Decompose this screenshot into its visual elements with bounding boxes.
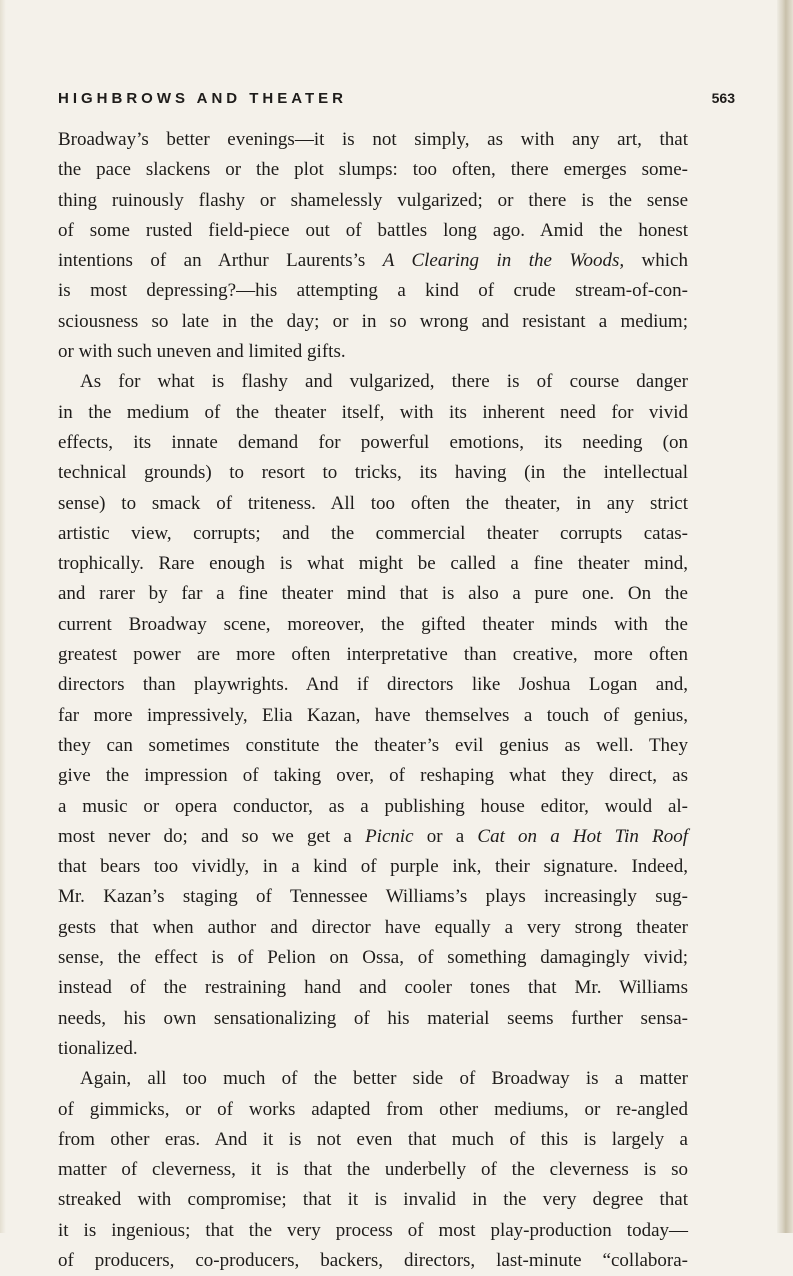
- text-line: of gimmicks, or of works adapted from other mediums, or re-angled: [58, 1098, 688, 1120]
- text-line: tionalized.: [58, 1037, 138, 1059]
- text-line: from other eras. And it is not even that much of this is largely a: [58, 1128, 688, 1150]
- text-line: it is ingenious; that the very process of most play-production today—: [58, 1219, 688, 1241]
- text-line: As for what is flashy and vulgarized, there is of course danger: [80, 371, 688, 393]
- text-line: gests that when author and director have equally a very strong theater: [58, 916, 688, 938]
- running-head: [58, 90, 735, 107]
- text-line: of some rusted field-piece out of battles long ago. Amid the honest: [58, 219, 688, 241]
- text-line: Broadway’s better evenings—it is not simply, as with any art, that: [58, 129, 688, 150]
- text-line: or with such uneven and limited gifts.: [58, 341, 346, 363]
- text-line: needs, his own sensationalizing of his material seems further sensa-: [58, 1007, 688, 1029]
- text-line: give the impression of taking over, of reshaping what they direct, as: [58, 765, 688, 787]
- text-line: sciousness so late in the day; or in so wrong and resistant a medium;: [58, 310, 688, 332]
- text-line: intentions of an Arthur Laurents’s A Clearing in the Woods, which: [58, 250, 688, 272]
- text-line: most never do; and so we get a Picnic or a Cat on a Hot Tin Roof: [58, 825, 688, 847]
- text-line: greatest power are more often interpretative than creative, more often: [58, 644, 688, 666]
- text-line: they can sometimes constitute the theater’s evil genius as well. They: [58, 734, 688, 756]
- text-line: of producers, co-producers, backers, directors, last-minute “collabora-: [58, 1249, 688, 1271]
- text-line: directors than playwrights. And if directors like Joshua Logan and,: [58, 674, 688, 696]
- text-line: Mr. Kazan’s staging of Tennessee Williams’s plays increasingly sug-: [58, 886, 688, 908]
- text-line: sense) to smack of triteness. All too often the theater, in any strict: [58, 492, 688, 514]
- text-line: matter of cleverness, it is that the underbelly of the cleverness is so: [58, 1159, 688, 1181]
- text-line: effects, its innate demand for powerful emotions, its needing (on: [58, 431, 688, 453]
- text-line: a music or opera conductor, as a publishing house editor, would al-: [58, 795, 688, 817]
- italic-title: A Clearing in the Woods,: [382, 250, 625, 272]
- italic-title: Cat on a Hot Tin Roof: [477, 825, 688, 847]
- page-edge-right: [777, 0, 793, 1233]
- text-line: that bears too vividly, in a kind of purple ink, their signature. Indeed,: [58, 856, 688, 878]
- text-line: instead of the restraining hand and cooler tones that Mr. Williams: [58, 977, 688, 999]
- text-line: streaked with compromise; that it is invalid in the very degree that: [58, 1189, 688, 1211]
- text-line: technical grounds) to resort to tricks, its having (in the intellectual: [58, 462, 688, 484]
- text-line: in the medium of the theater itself, with its inherent need for vivid: [58, 401, 688, 423]
- text-line: Again, all too much of the better side of Broadway is a matter: [80, 1068, 688, 1090]
- text-line: current Broadway scene, moreover, the gifted theater minds with the: [58, 613, 688, 635]
- page-number: 563: [711, 90, 735, 106]
- text-line: artistic view, corrupts; and the commercial theater corrupts catas-: [58, 522, 688, 544]
- text-line: is most depressing?—his attempting a kind of crude stream-of-con-: [58, 280, 688, 302]
- text-line: sense, the effect is of Pelion on Ossa, of something damagingly vivid;: [58, 947, 688, 969]
- body-text: [58, 125, 688, 1276]
- running-title: HIGHBROWS AND THEATER: [58, 90, 347, 107]
- text-line: thing ruinously flashy or shamelessly vulgarized; or there is the sense: [58, 189, 688, 211]
- text-line: and rarer by far a fine theater mind that is also a pure one. On the: [58, 583, 688, 605]
- text-line: trophically. Rare enough is what might be called a fine theater mind,: [58, 553, 688, 575]
- text-line: the pace slackens or the plot slumps: too often, there emerges some-: [58, 159, 688, 181]
- italic-title: Picnic: [365, 825, 414, 847]
- page-edge-left: [0, 0, 6, 1233]
- text-line: far more impressively, Elia Kazan, have themselves a touch of genius,: [58, 704, 688, 726]
